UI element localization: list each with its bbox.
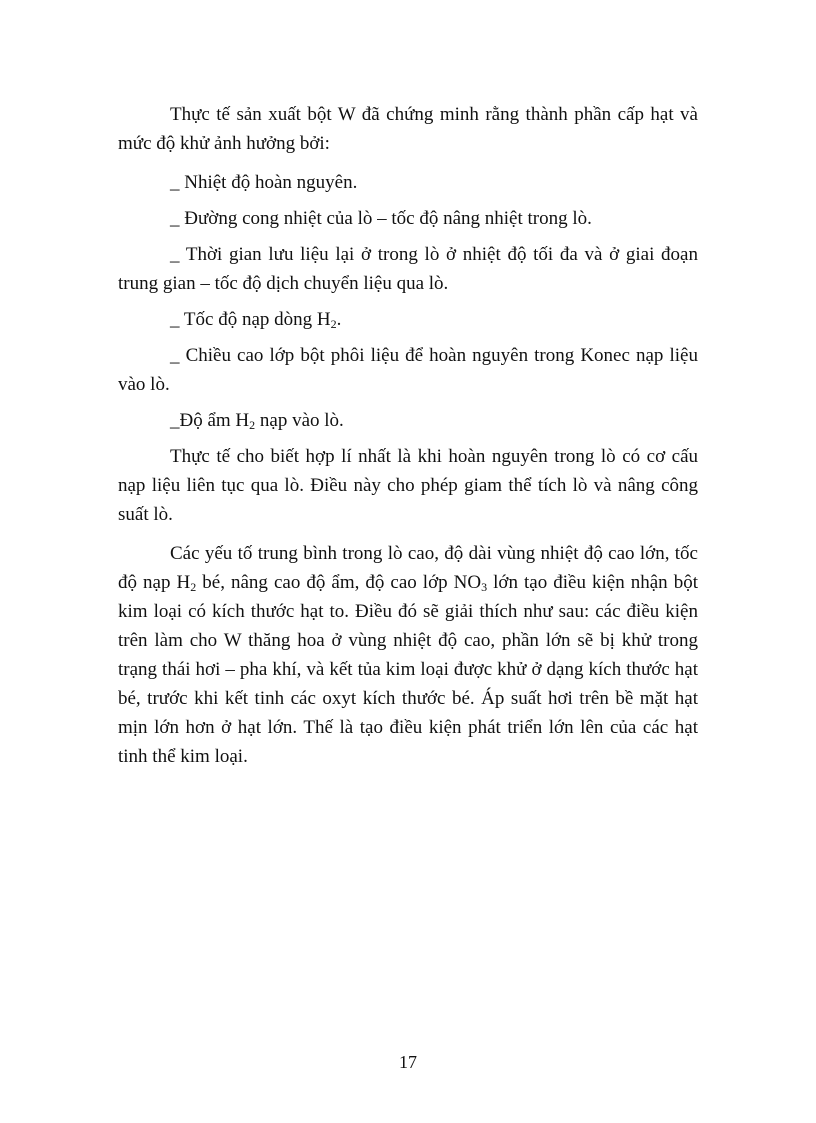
factor-h2-humidity-tail: nạp vào lò.	[255, 410, 344, 431]
subscript: 2	[190, 580, 197, 594]
subscript: 3	[481, 580, 488, 594]
factor-h2-humidity-text: _Độ ẩm H	[170, 410, 250, 431]
paragraph-continuous-feed: Thực tế cho biết hợp lí nhất là khi hoàn nguyên trong lò có cơ cấu nạp liệu liên tục qua lò. Điều này cho phép giam thể tích lò và nâng công suất lò.	[118, 446, 698, 525]
explanation-part-3: lớn tạo điều kiện nhận bột kim loại có kích thước hạt to. Điều đó sẽ giải thích như sau: các điều kiện trên làm cho W thăng hoa ở vùng nhiệt độ cao, phần lớn sẽ bị khử trong trạng thái hơi – pha khí, và kết tủa kim loại được khử ở dạng kích thước hạt bé, trước khi kết tinh các oxyt kích thước bé. Áp suất hơi trên bề mặt hạt mịn lớn hơn ở hạt lớn. Thế là tạo điều kiện phát triển lớn lên của các hạt tinh thể kim loại.	[118, 572, 698, 767]
factor-h2-flow	[118, 305, 698, 334]
explanation-part-1: Các yếu tố trung bình trong lò cao, độ dài vùng nhiệt độ cao lớn, tốc độ nạp H	[118, 543, 698, 593]
paragraph-explanation	[118, 539, 698, 771]
page-body	[118, 100, 698, 777]
factor-h2-flow-tail: .	[336, 309, 342, 330]
factor-h2-humidity	[118, 406, 698, 435]
factor-layer-height: _ Chiều cao lớp bột phôi liệu để hoàn nguyên trong Konec nạp liệu vào lò.	[118, 345, 698, 395]
factor-temperature: _ Nhiệt độ hoàn nguyên.	[170, 172, 358, 193]
explanation-part-2: bé, nâng cao độ ẩm, độ cao lớp NO	[196, 572, 482, 593]
page-number: 17	[399, 1052, 417, 1072]
intro-paragraph: Thực tế sản xuất bột W đã chứng minh rằng thành phần cấp hạt và mức độ khử ảnh hưởng bởi:	[118, 104, 698, 154]
factor-thermal-curve: _ Đường cong nhiệt của lò – tốc độ nâng nhiệt trong lò.	[170, 208, 592, 229]
factor-h2-flow-text: _ Tốc độ nạp dòng H	[170, 309, 331, 330]
subscript: 2	[330, 317, 337, 331]
factor-residence-time: _ Thời gian lưu liệu lại ở trong lò ở nhiệt độ tối đa và ở giai đoạn trung gian – tốc độ dịch chuyển liệu qua lò.	[118, 244, 698, 294]
subscript: 2	[249, 418, 256, 432]
